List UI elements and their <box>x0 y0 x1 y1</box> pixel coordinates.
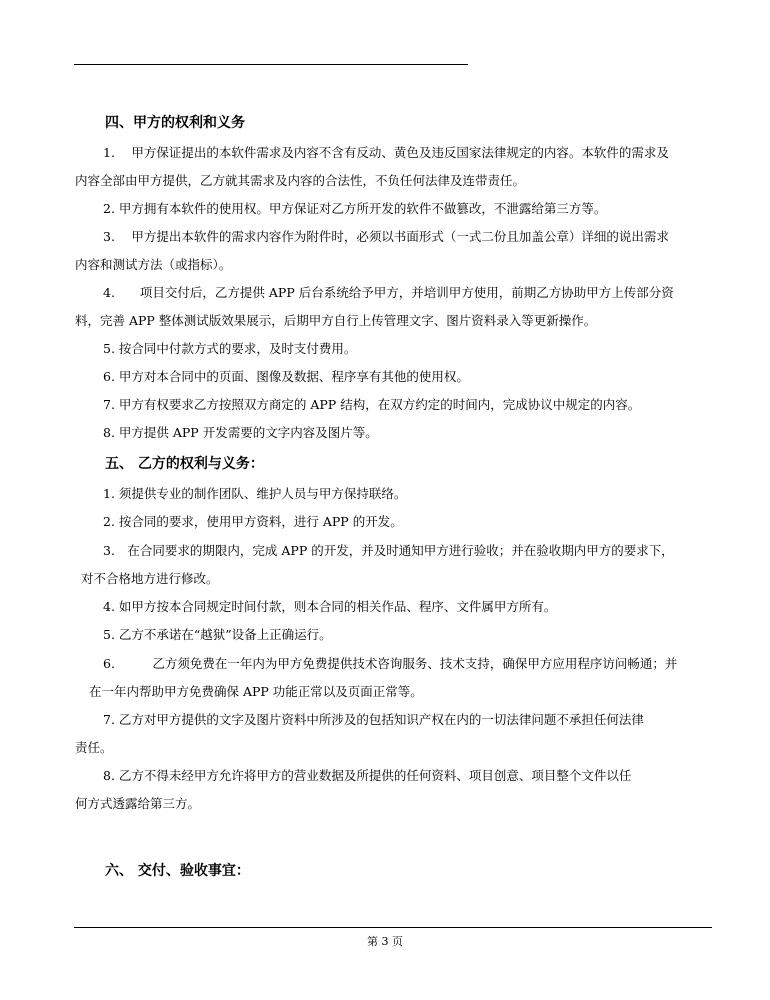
section-5-line-11: 8. 乙方不得未经甲方允许将甲方的营业数据及所提供的任何资料、项目创意、项目整个文件以任 <box>103 768 632 783</box>
section-4-line-2: 内容全部由甲方提供，乙方就其需求及内容的合法性，不负任何法律及连带责任。 <box>75 173 526 188</box>
section-5-line-10: 责任。 <box>75 740 113 755</box>
section-5-line-7: 6. 乙方须免费在一年内为甲方免费提供技术咨询服务、技术支持，确保甲方应用程序访问畅通；并 <box>103 656 678 671</box>
page-number: 第 3 页 <box>367 935 403 948</box>
footer-rule <box>74 927 712 928</box>
section-5-line-3: 3. 在合同要求的期限内，完成 APP 的开发，并及时通知甲方进行验收；并在验收期内甲方的要求下， <box>103 543 674 558</box>
section-4-line-10: 7. 甲方有权要求乙方按照双方商定的 APP 结构，在双方约定的时间内，完成协议中规定的内容。 <box>103 397 641 412</box>
section-heading-5: 五、 乙方的权利与义务： <box>105 456 264 472</box>
section-5-line-4: 对不合格地方进行修改。 <box>81 571 219 586</box>
section-5-line-12: 何方式透露给第三方。 <box>75 796 201 811</box>
section-4-line-4: 3. 甲方提出本软件的需求内容作为附件时，必须以书面形式（一式二份且加盖公章）详细的说出需求 <box>103 229 669 244</box>
section-5-line-8: 在一年内帮助甲方免费确保 APP 功能正常以及页面正常等。 <box>89 684 423 699</box>
section-5-line-6: 5. 乙方不承诺在“越狱”设备上正确运行。 <box>103 627 332 642</box>
section-4-line-7: 料，完善 APP 整体测试版效果展示，后期甲方自行上传管理文字、图片资料录入等更新操作。 <box>75 313 597 328</box>
section-4-line-8: 5. 按合同中付款方式的要求，及时支付费用。 <box>103 341 357 356</box>
section-4-line-6: 4. 项目交付后，乙方提供 APP 后台系统给予甲方，并培训甲方使用，前期乙方协助甲方上传部分资 <box>103 285 674 300</box>
section-4-line-9: 6. 甲方对本合同中的页面、图像及数据、程序享有其他的使用权。 <box>103 369 469 384</box>
section-heading-6: 六、 交付、验收事宜： <box>105 863 250 879</box>
section-5-line-1: 1. 须提供专业的制作团队、维护人员与甲方保持联络。 <box>103 486 407 501</box>
section-4-line-11: 8. 甲方提供 APP 开发需要的文字内容及图片等。 <box>103 425 378 440</box>
section-5-line-9: 7. 乙方对甲方提供的文字及图片资料中所涉及的包括知识产权在内的一切法律问题不承担任何法律 <box>103 712 644 727</box>
section-4-line-3: 2. 甲方拥有本软件的使用权。甲方保证对乙方所开发的软件不做篡改，不泄露给第三方等。 <box>103 201 607 216</box>
section-5-line-5: 4. 如甲方按本合同规定时间付款，则本合同的相关作品、程序、文件属甲方所有。 <box>103 599 557 614</box>
header-rule <box>74 64 468 65</box>
section-4-line-1: 1. 甲方保证提出的本软件需求及内容不含有反动、黄色及违反国家法律规定的内容。本软件的需求及 <box>103 145 669 160</box>
section-heading-4: 四、甲方的权利和义务 <box>105 115 245 131</box>
section-4-line-5: 内容和测试方法（或指标）。 <box>75 257 232 272</box>
section-5-line-2: 2. 按合同的要求，使用甲方资料，进行 APP 的开发。 <box>103 514 403 529</box>
